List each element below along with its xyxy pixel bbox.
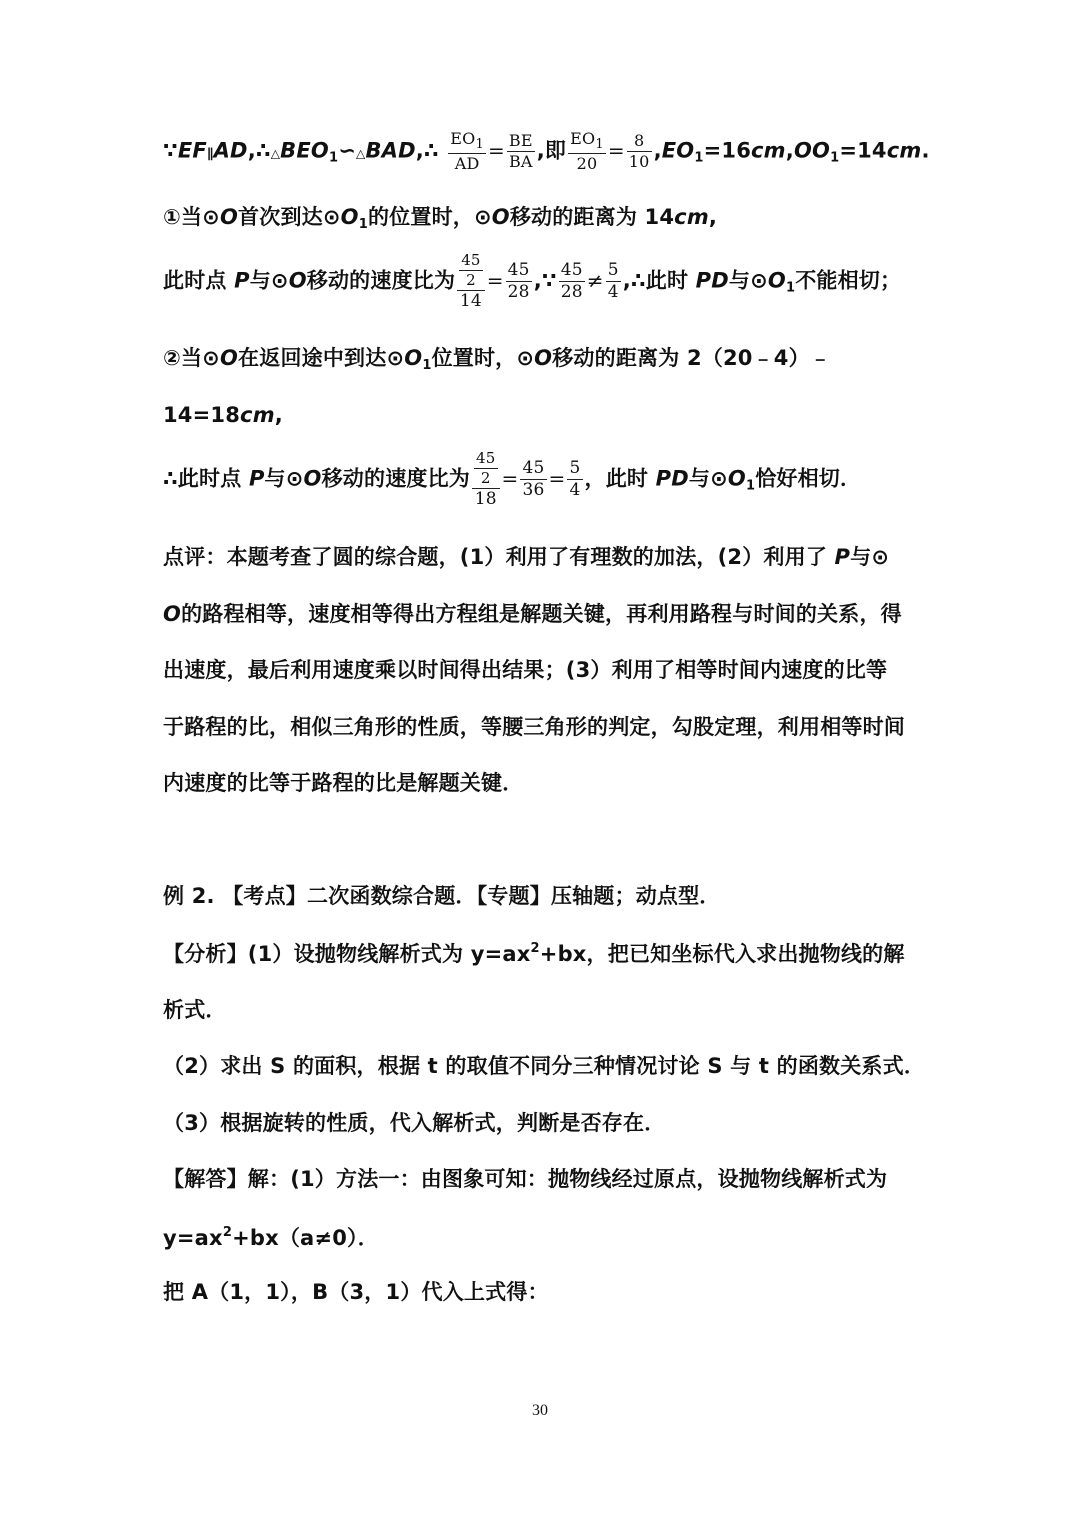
text: 首次到达⊙ [238, 205, 341, 229]
text: 位置时，⊙ [431, 346, 535, 370]
text: 例 2. 【考点】二次函数综合题．【专题】压轴题；动点型． [163, 884, 721, 908]
example2-header [163, 886, 721, 907]
point-p: P [234, 268, 250, 293]
unit-cm: cm [751, 138, 786, 163]
text: , [274, 403, 283, 427]
segment-ef: EF [177, 138, 207, 163]
numerator: 45 [461, 251, 481, 269]
segment-pd: PD [655, 466, 689, 491]
circle-o1: O [340, 205, 359, 229]
similar-symbol: ∽ [338, 138, 356, 163]
text: 移动的速度比为 [306, 268, 456, 293]
circle-o1: O [767, 268, 786, 293]
text: 不能相切； [795, 268, 902, 293]
fraction-45-36 [520, 457, 546, 500]
numerator: 5 [607, 259, 619, 280]
text: ∴此时点 [163, 466, 249, 491]
comment-line-3 [163, 660, 887, 681]
segment-pd: PD [695, 268, 729, 293]
fraction-be-ba [507, 130, 535, 171]
solution-line-2 [163, 207, 717, 231]
text: 【解答】解：(1）方法一：由图象可知：抛物线经过原点，设抛物线解析式为 [163, 1167, 888, 1191]
unit-cm: cm [886, 138, 922, 163]
text: ，此时 [584, 466, 656, 491]
denominator: BA [508, 151, 533, 171]
not-equal-sign: ≠ [586, 268, 604, 293]
analysis-line-2 [163, 1000, 227, 1021]
subscript-1: 1 [475, 137, 484, 152]
text: 出速度，最后利用速度乘以时间得出结果；(3）利用了相等时间内速度的比等 [163, 658, 888, 682]
because-symbol: ∵ [163, 138, 178, 163]
unit-cm: cm [674, 205, 709, 229]
denominator: 28 [560, 281, 583, 302]
denominator: 2 [466, 270, 476, 289]
fraction-8-10 [627, 130, 652, 171]
comma: , [247, 138, 256, 163]
comma: , [653, 138, 662, 163]
numerator: 45 [507, 259, 530, 280]
solution-line-1 [163, 131, 930, 172]
answer-line-1 [163, 1169, 887, 1190]
denominator: 14 [459, 290, 482, 311]
subscript-1: 1 [694, 150, 704, 166]
fraction-eo1-20 [568, 131, 606, 172]
circle-o: O [163, 602, 182, 626]
fraction-eo1-ad [448, 131, 486, 172]
text: （2）求出 S 的面积，根据 t 的取值不同分三种情况讨论 S 与 t 的函数关系式． [163, 1054, 926, 1078]
inner-fraction [459, 253, 483, 289]
equals-sign: = [607, 138, 625, 163]
answer-line-2 [163, 1226, 379, 1249]
comment-line-2 [163, 604, 902, 625]
denominator: 28 [507, 281, 530, 302]
comma: , [785, 138, 794, 163]
subscript-1: 1 [422, 358, 432, 373]
circle-o1: O [727, 466, 746, 491]
triangle-beo: BEO [280, 138, 329, 163]
superscript-2: 2 [222, 1225, 233, 1240]
text: 点评：本题考查了圆的综合题，(1）利用了有理数的加法，(2）利用了 [163, 545, 835, 569]
triangle-bad: BAD [365, 138, 416, 163]
text: ①当⊙ [163, 205, 220, 229]
circle-o: O [534, 346, 553, 370]
text: 在返回途中到达⊙ [238, 346, 405, 370]
period: . [921, 138, 930, 163]
equals-sign: = [501, 466, 519, 491]
text: ,∴此时 [622, 268, 696, 293]
text: 析式． [163, 998, 227, 1022]
segment-ad: AD [213, 138, 248, 163]
denominator: 18 [474, 488, 497, 509]
equals-sign: = [486, 268, 504, 293]
comment-line-1 [163, 547, 889, 568]
comment-line-5 [163, 773, 523, 794]
text: 与⊙ [264, 466, 304, 491]
text: 与⊙ [249, 268, 289, 293]
point-p: P [834, 545, 851, 569]
subscript-1: 1 [785, 280, 796, 296]
text: 此时点 [163, 268, 235, 293]
solution-line-5 [163, 405, 283, 426]
segment-eo1: EO [661, 138, 695, 163]
oo1-value: =14 [839, 138, 887, 163]
fraction-5-4 [567, 457, 582, 500]
solution-line-4 [163, 348, 831, 372]
denominator: 4 [607, 281, 619, 302]
text: 于路程的比，相似三角形的性质，等腰三角形的判定，勾股定理，利用相等时间 [163, 715, 905, 739]
parallel-symbol: ∥ [206, 146, 214, 162]
numerator: 45 [522, 457, 545, 478]
denominator: 20 [576, 153, 598, 173]
inner-fraction [474, 451, 498, 487]
text: （3）根据旋转的性质，代入解析式，判断是否存在． [163, 1111, 666, 1135]
numerator: BE [508, 130, 533, 150]
solution-line-3 [163, 253, 901, 310]
therefore-symbol: ∴ [423, 138, 439, 163]
text: 的路程相等，速度相等得出方程组是解题关键，再利用路程与时间的关系，得 [181, 602, 902, 626]
text: 与⊙ [728, 268, 768, 293]
text: 移动的速度比为 [321, 466, 470, 491]
subscript-1: 1 [595, 137, 604, 152]
triangle-symbol: △ [356, 146, 366, 161]
denominator: 4 [569, 479, 581, 500]
numerator: EO [450, 129, 476, 148]
comma: , [415, 138, 424, 163]
answer-line-3 [163, 1282, 549, 1303]
unit-cm: cm [240, 403, 275, 427]
analysis-line-4 [163, 1113, 665, 1134]
numerator: 5 [569, 457, 581, 478]
text: +bx，把已知坐标代入求出抛物线的解 [539, 942, 905, 966]
text: 内速度的比等于路程的比是解题关键． [163, 771, 524, 795]
fraction-5-4 [606, 259, 621, 302]
fraction-45-2-over-14 [457, 253, 485, 310]
denominator: 10 [628, 151, 650, 171]
circle-o: O [303, 466, 322, 491]
equals-sign: = [487, 138, 505, 163]
analysis-line-3 [163, 1056, 925, 1077]
denominator: 36 [522, 479, 545, 500]
eo1-value: =16 [703, 138, 752, 163]
subscript-1: 1 [745, 478, 756, 494]
text: 【分析】(1）设抛物线解析式为 y=ax [163, 942, 531, 966]
subscript-1: 1 [830, 150, 840, 166]
numerator: 8 [627, 133, 652, 152]
text: 与⊙ [850, 545, 890, 569]
text: 14=18 [163, 403, 241, 427]
fraction-45-28 [559, 259, 585, 302]
text: 与⊙ [688, 466, 728, 491]
denominator: AD [454, 153, 480, 173]
fraction-45-28 [506, 259, 532, 302]
text: , [708, 205, 718, 229]
triangle-symbol: △ [270, 146, 281, 161]
equals-sign: = [548, 466, 566, 491]
subscript-1: 1 [358, 217, 368, 232]
text: 把 A（1，1），B（3，1）代入上式得： [163, 1280, 549, 1304]
fraction-45-2-over-18 [472, 451, 500, 508]
circle-o1: O [404, 346, 423, 370]
because-symbol: ,∵ [533, 268, 557, 293]
numerator: 45 [560, 259, 583, 280]
analysis-line-1 [163, 942, 905, 965]
circle-o: O [288, 268, 307, 293]
text: y=ax [163, 1226, 223, 1250]
text: 的位置时，⊙ [367, 205, 492, 229]
page-number: 30 [532, 1402, 548, 1419]
denominator: 2 [480, 468, 491, 487]
comment-line-4 [163, 717, 905, 738]
superscript-2: 2 [530, 941, 540, 956]
text: 恰好相切． [755, 466, 862, 491]
circle-o: O [491, 205, 510, 229]
text: 移动的距离为 2（20﹣4）﹣ [552, 346, 831, 370]
subscript-1: 1 [328, 150, 339, 166]
numerator: EO [570, 129, 596, 148]
text: ②当⊙ [163, 346, 220, 370]
numerator: 45 [476, 449, 496, 467]
point-p: P [248, 466, 265, 491]
text: 移动的距离为 14 [509, 205, 675, 229]
segment-oo1: OO [793, 138, 831, 163]
therefore-symbol: ∴ [255, 138, 271, 163]
circle-o: O [219, 346, 239, 370]
circle-o: O [219, 205, 239, 229]
text-ji: ,即 [536, 138, 567, 163]
solution-line-6 [163, 451, 861, 508]
text: +bx（a≠0）． [232, 1226, 379, 1250]
